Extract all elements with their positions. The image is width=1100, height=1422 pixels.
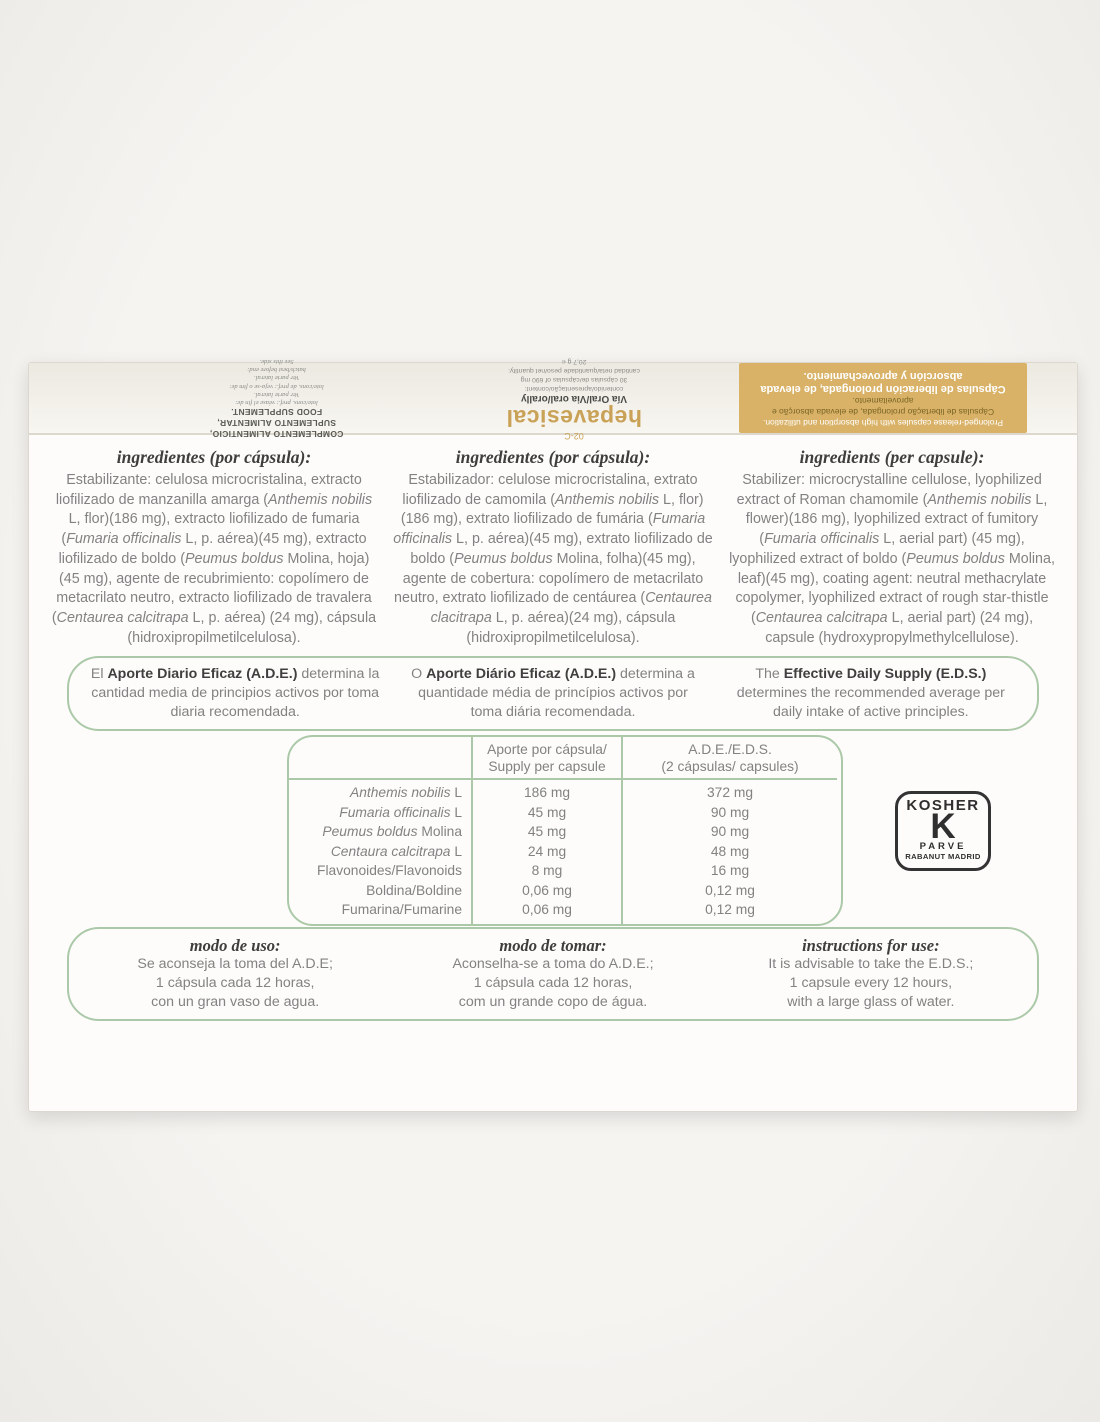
batch-note-line: Ver parte lateral. <box>253 390 300 398</box>
ingredients-body-pt: Estabilizador: celulose microcristalina, extrato liofilizado de camomila (Anthemis nobilis L, flor)(186 mg), extrato liofilizado de fumária (Fumaria officinalis L, p. aérea)(45 mg), extrato liofilizado de boldo (Peumus boldus Molina, folha)(45 mg), agente de cobertura: copolímero de metacrilato neutro, extrato liofilizado de centáurea (Centaurea clacitrapa L, p. aérea)(24 mg), cápsula (hidroxipropilmetilcelulosa). <box>393 472 713 646</box>
kosher-word: KOSHER <box>906 796 980 814</box>
kosher-seal-icon <box>895 791 991 871</box>
usage-line: It is advisable to take the E.D.S.; <box>768 956 974 973</box>
table-row-label: Flavonoides/Flavonoids <box>317 863 462 879</box>
table-row-ade: 16 mg <box>621 861 837 881</box>
table-row-label: Centaura calcitrapa L <box>330 843 462 859</box>
table-row-ade: 90 mg <box>621 803 837 823</box>
usage-pt <box>407 936 699 1012</box>
brand-block <box>506 356 642 439</box>
batch-note-line: See this side. <box>259 357 294 365</box>
claim-es: Cápsulas de liberación prolongada, de elevada absorción y aprovechamiento. <box>760 369 1006 395</box>
usage-line: Aconselha-se a toma do A.D.E.; <box>452 956 654 973</box>
ingredients-title-en: ingredients (per capsule): <box>799 447 985 467</box>
usage-line: 1 cápsula cada 12 horas, <box>155 975 315 992</box>
content-line: cantidad neta/quantidade peso/net quantity: <box>508 366 640 374</box>
supplement-statement-pt: SUPLEMENTO ALIMENTAR, <box>217 418 337 429</box>
nutrition-section <box>29 731 1077 927</box>
table-header-line: Aporte por cápsula/ <box>487 741 607 757</box>
gold-claim-panel <box>739 363 1027 432</box>
kosher-k-letter: K <box>930 806 956 846</box>
ingredients-body-en: Stabilizer: microcrystalline cellulose, lyophilized extract of Roman chamomile (Anthemis nobilis L, flower)(186 mg), lyophilized extract of fumitory (Fumaria officinalis L, aerial part) (45 mg), lyophilized extract of boldo (Peumus boldus Molina, leaf)(45 mg), coating agent: neutral methacrylate copolymer, lyophilized extract of rough star-thistle (Centaurea calcitrapa L, aerial part) (24 mg), capsule (hydroxypropylmethylcellulose). <box>729 472 1055 646</box>
usage-title-en: instructions for use: <box>802 935 940 955</box>
table-header-ade-eds <box>621 737 837 780</box>
table-header-line: (2 cápsulas/ capsules) <box>661 758 799 774</box>
box-top-flap-content <box>29 357 1077 441</box>
daily-supply-note-band <box>67 656 1039 730</box>
daily-supply-note-pt: O Aporte Diário Eficaz (A.D.E.) determina a quantidade média de princípios activos por toma diária recomendada. <box>411 666 695 720</box>
net-quantity: 20,7 g ℮ <box>561 358 587 366</box>
ingredients-title-es: ingredientes (por cápsula): <box>116 447 312 467</box>
batch-note-line: batch/best before end: <box>247 366 306 374</box>
product-code: 02-C <box>564 430 584 441</box>
brand-name: hepavesical <box>506 404 642 431</box>
table-row-per-capsule: 8 mg <box>471 861 621 881</box>
usage-instructions-band <box>67 927 1039 1021</box>
ingredients-section <box>29 435 1077 648</box>
usage-line: com un grande copo de água. <box>458 993 648 1010</box>
box-top-flap <box>29 357 1077 441</box>
nutrition-table <box>287 735 843 926</box>
supplement-statement-en: FOOD SUPPLEMENT. <box>230 407 323 418</box>
table-header-per-capsule <box>471 737 621 780</box>
usage-title-pt: modo de tomar: <box>499 935 607 955</box>
table-row-ade: 90 mg <box>621 822 837 842</box>
usage-line: 1 cápsula cada 12 horas, <box>473 975 633 992</box>
table-row-ade: 48 mg <box>621 842 837 862</box>
kosher-parve: PARVE <box>919 841 967 853</box>
table-row-per-capsule: 24 mg <box>471 842 621 862</box>
supplement-statement-es: COMPLEMENTO ALIMENTICIO, <box>209 429 344 440</box>
usage-line: Se aconseja la toma del A.D.E; <box>137 956 333 973</box>
content-line: contenido/apresentação/content: <box>524 384 624 392</box>
batch-note-line: Ver parte lateral. <box>253 374 300 382</box>
ingredients-es <box>51 447 377 648</box>
table-header-line: A.D.E./E.D.S. <box>688 741 772 757</box>
kosher-authority: RABANUT MADRID <box>905 851 981 861</box>
daily-supply-note-en: The Effective Daily Supply (E.D.S.) determines the recommended average per daily intake of active principles. <box>736 666 1005 720</box>
batch-note-line: lote/cons. de pref.: veja-se o fim de: <box>229 382 324 390</box>
usage-line: 1 capsule every 12 hours, <box>789 975 953 992</box>
table-row-ade: 0,12 mg <box>621 881 837 901</box>
table-row-per-capsule: 45 mg <box>471 803 621 823</box>
ingredients-title-pt: ingredientes (por cápsula): <box>455 447 651 467</box>
table-row-ade: 372 mg <box>621 780 837 803</box>
table-row-label: Fumaria officinalis L <box>339 804 462 820</box>
ingredients-pt <box>390 447 716 648</box>
table-row-label: Peumus boldus Molina <box>322 824 462 840</box>
administration-route: Vía Oral/Via oral/orally <box>521 392 627 404</box>
usage-title-es: modo de uso: <box>189 935 281 955</box>
usage-line: con un gran vaso de agua. <box>151 993 320 1010</box>
usage-line: with a large glass of water. <box>787 993 955 1010</box>
table-row-label: Boldina/Boldine <box>366 882 462 898</box>
table-row-label: Fumarina/Fumarine <box>341 902 462 918</box>
content-line: 30 cápsulas de/cápsulas of 690 mg <box>520 375 628 383</box>
table-row-ade: 0,12 mg <box>621 900 837 924</box>
table-row-per-capsule: 0,06 mg <box>471 900 621 924</box>
claim-pt: Cápsulas de libertação prolongada, de elevada absorção e aproveitamento. <box>771 396 995 417</box>
table-row-label: Anthemis nobilis L <box>350 785 462 801</box>
table-row-per-capsule: 45 mg <box>471 822 621 842</box>
ingredients-body-es: Estabilizante: celulosa microcristalina, extracto liofilizado de manzanilla amarga (Anthemis nobilis L, flor)(186 mg), extracto liofilizado de fumaria (Fumaria officinalis L, p. aérea)(45 mg), extracto liofilizado de boldo (Peumus boldus Molina, hoja)(45 mg), agente de recubrimiento: copolímero de metacrilato neutro, extracto liofilizado de travalera (Centaurea calcitrapa L, p. aérea) (24 mg), cápsula (hidroxipropilmetilcelulosa). <box>51 472 377 646</box>
usage-es <box>89 936 381 1012</box>
table-row-per-capsule: 186 mg <box>471 780 621 803</box>
table-row-per-capsule: 0,06 mg <box>471 881 621 901</box>
batch-note-line: lote/cons. pref.: véase el fin de: <box>235 399 318 407</box>
ingredients-en <box>729 447 1055 648</box>
table-header-blank <box>289 737 471 780</box>
daily-supply-note-es: El Aporte Diario Eficaz (A.D.E.) determina la cantidad media de principios activos por toma diaria recomendada. <box>90 666 380 720</box>
claim-en: Prolonged-release capsules with high absorption and utilization. <box>762 417 1004 428</box>
usage-en <box>725 936 1017 1012</box>
product-box-back-panel <box>28 357 1078 1112</box>
table-header-line: Supply per capsule <box>488 758 606 774</box>
supplement-statement-block <box>144 357 409 440</box>
